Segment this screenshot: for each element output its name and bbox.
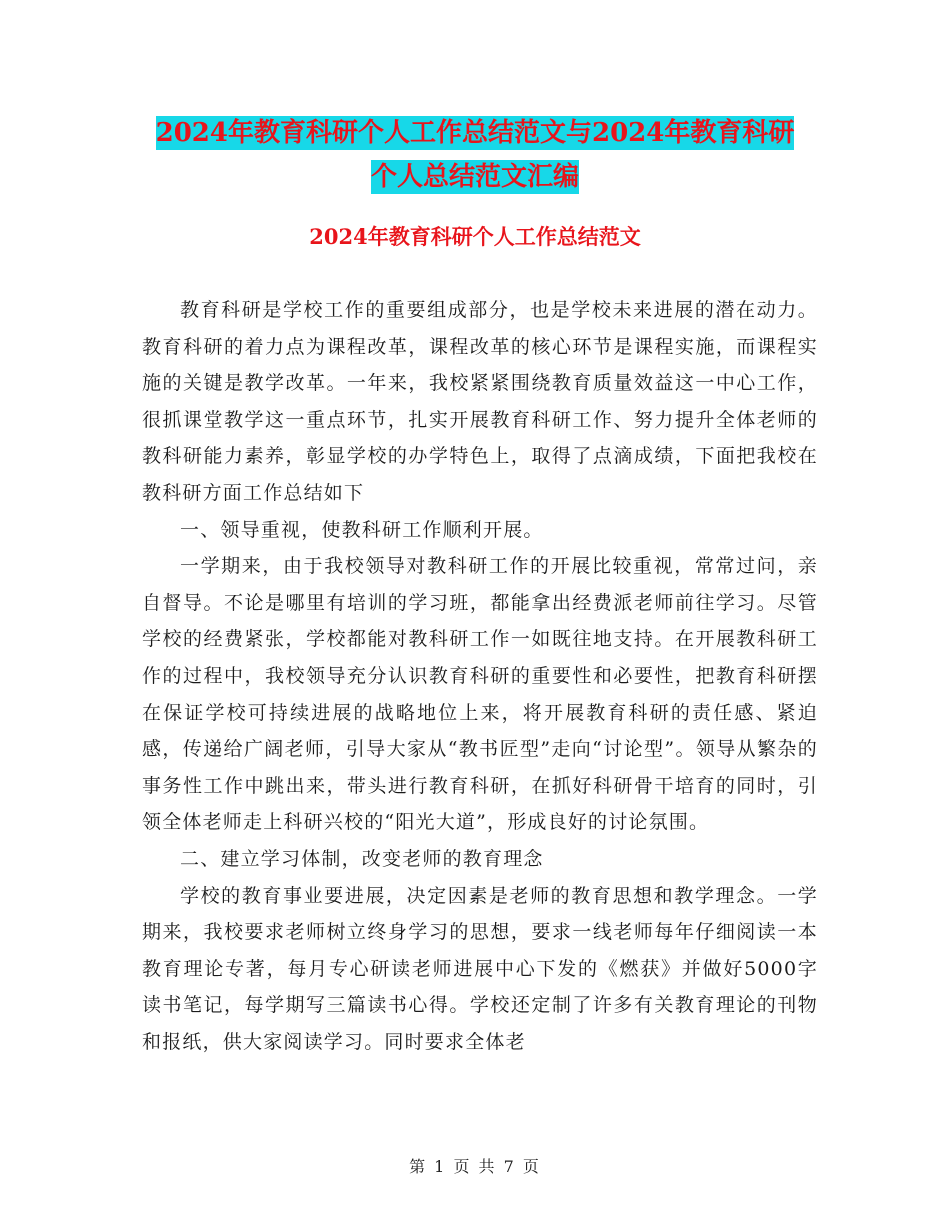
- document-body: [142, 292, 818, 1060]
- title-line-1: 2024年教育科研个人工作总结范文与2024年教育科研: [155, 118, 795, 148]
- title-line-2: 个人总结范文汇编: [370, 162, 579, 192]
- document-title: [0, 112, 950, 198]
- paragraph: 教育科研是学校工作的重要组成部分，也是学校未来进展的潜在动力。教育科研的着力点为课程改革，课程改革的核心环节是课程实施，而课程实施的关键是教学改革。一年来，我校紧紧围绕教育质量效益这一中心工作，很抓课堂教学这一重点环节，扎实开展教育科研工作、努力提升全体老师的教科研能力素养，彰显学校的办学特色上，取得了点滴成绩，下面把我校在教科研方面工作总结如下: [142, 299, 818, 504]
- section-heading: 二、建立学习体制，改变老师的教育理念: [180, 847, 544, 870]
- paragraph: 一学期来，由于我校领导对教科研工作的开展比较重视，常常过问，亲自督导。不论是哪里有培训的学习班，都能拿出经费派老师前往学习。尽管学校的经费紧张，学校都能对教科研工作一如既往地支持。在开展教科研工作的过程中，我校领导充分认识教育科研的重要性和必要性，把教育科研摆在保证学校可持续进展的战略地位上来，将开展教育科研的责任感、紧迫感，传递给广阔老师，引导大家从“教书匠型”走向“讨论型”。领导从繁杂的事务性工作中跳出来，带头进行教育科研，在抓好科研骨干培育的同时，引领全体老师走上科研兴校的“阳光大道”，形成良好的讨论氛围。: [142, 555, 818, 834]
- page-footer: 第 1 页 共 7 页: [409, 1157, 541, 1176]
- section-title: 2024年教育科研个人工作总结范文: [309, 224, 641, 249]
- paragraph: 学校的教育事业要进展，决定因素是老师的教育思想和教学理念。一学期来，我校要求老师树立终身学习的思想，要求一线老师每年仔细阅读一本教育理论专著，每月专心研读老师进展中心下发的《燃获》并做好5000字读书笔记，每学期写三篇读书心得。学校还定制了许多有关教育理论的刊物和报纸，供大家阅读学习。同时要求全体老: [142, 884, 818, 1053]
- section-heading: 一、领导重视，使教科研工作顺利开展。: [180, 518, 544, 541]
